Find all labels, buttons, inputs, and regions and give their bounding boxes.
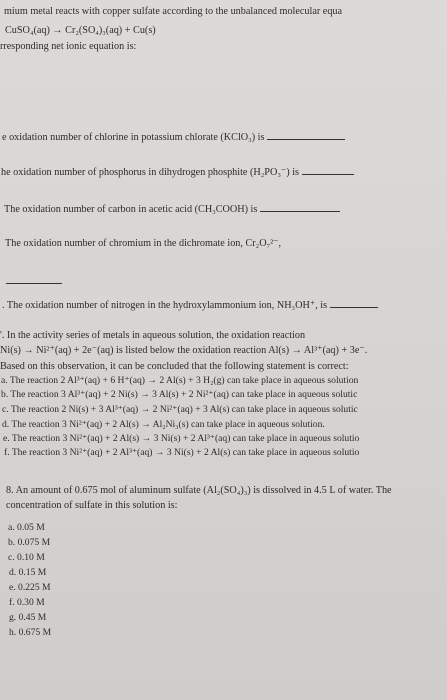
oxnum-question: . The oxidation number of nitrogen in the hydroxylammonium ion, NH₃OH⁺, is <box>2 298 378 312</box>
q7-stem-3: Based on this observation, it can be concluded that the following statement is correct: <box>0 361 349 372</box>
answer-blank[interactable] <box>302 165 354 175</box>
q7-option-d[interactable]: d. The reaction 3 Ni²⁺(aq) + 2 Al(s) → Al₂Ni₃(s) can take place in aqueous solution. <box>2 419 325 430</box>
oxnum-question: The oxidation number of chromium in the dichromate ion, Cr₂O₇²⁻, <box>5 238 282 249</box>
q7-option-e[interactable]: e. The reaction 3 Ni²⁺(aq) + 2 Al(s) → 3 Ni(s) + 2 Al³⁺(aq) can take place in aqueous solutio <box>3 433 360 444</box>
answer-blank[interactable] <box>260 202 340 212</box>
q8-option-c[interactable]: c. 0.10 M <box>8 552 45 563</box>
q8-option-f[interactable]: f. 0.30 M <box>9 597 45 608</box>
q7-option-b[interactable]: b. The reaction 3 Al³⁺(aq) + 2 Ni(s) → 3 Al(s) + 2 Ni²⁺(aq) can take place in aqueous solutic <box>1 389 358 400</box>
q8-option-h[interactable]: h. 0.675 M <box>9 627 52 638</box>
q8-stem-2: concentration of sulfate in this solution is: <box>6 500 178 511</box>
q8-option-a[interactable]: a. 0.05 M <box>8 522 45 533</box>
q8-option-g[interactable]: g. 0.45 M <box>9 612 47 623</box>
answer-blank[interactable] <box>6 274 62 284</box>
answer-blank[interactable] <box>267 130 345 140</box>
q8-stem-1: 8. An amount of 0.675 mol of aluminum sulfate (Al₂(SO₄)₃) is dissolved in 4.5 L of water. The <box>6 485 392 496</box>
q8-option-b[interactable]: b. 0.075 M <box>8 537 51 548</box>
oxnum-question: The oxidation number of carbon in acetic acid (CH₃COOH) is <box>4 202 340 216</box>
answer-blank[interactable] <box>330 298 378 308</box>
q8-option-e[interactable]: e. 0.225 M <box>9 582 51 593</box>
q7-option-c[interactable]: c. The reaction 2 Ni(s) + 3 Al³⁺(aq) → 2 Ni²⁺(aq) + 3 Al(s) can take place in aqueous solutic <box>2 404 358 415</box>
intro-equation: CuSO₄(aq) → Cr₂(SO₄)₃(aq) + Cu(s) <box>5 25 156 36</box>
oxnum-question: he oxidation number of phosphorus in dihydrogen phosphite (H₂PO₃⁻) is <box>1 165 354 179</box>
oxnum-question: e oxidation number of chlorine in potassium chlorate (KClO₃) is <box>2 130 345 144</box>
intro-line-1: mium metal reacts with copper sulfate according to the unbalanced molecular equa <box>4 6 343 17</box>
q8-option-d[interactable]: d. 0.15 M <box>9 567 47 578</box>
oxnum-question-blank-line <box>6 274 62 288</box>
q7-option-f[interactable]: f. The reaction 3 Ni²⁺(aq) + 2 Al³⁺(aq) → 3 Ni(s) + 2 Al(s) can take place in aqueous solutio <box>4 447 360 458</box>
intro-line-3: rresponding net ionic equation is: <box>0 41 137 52</box>
q7-stem-1: '. In the activity series of metals in aqueous solution, the oxidation reaction <box>0 330 306 341</box>
q7-option-a[interactable]: a. The reaction 2 Al³⁺(aq) + 6 H⁺(aq) → 2 Al(s) + 3 H₂(g) can take place in aqueous solution <box>1 375 359 386</box>
q7-stem-2: Ni(s) → Ni²⁺(aq) + 2e⁻(aq) is listed below the oxidation reaction Al(s) → Al³⁺(aq) + 3e⁻. <box>0 345 368 356</box>
